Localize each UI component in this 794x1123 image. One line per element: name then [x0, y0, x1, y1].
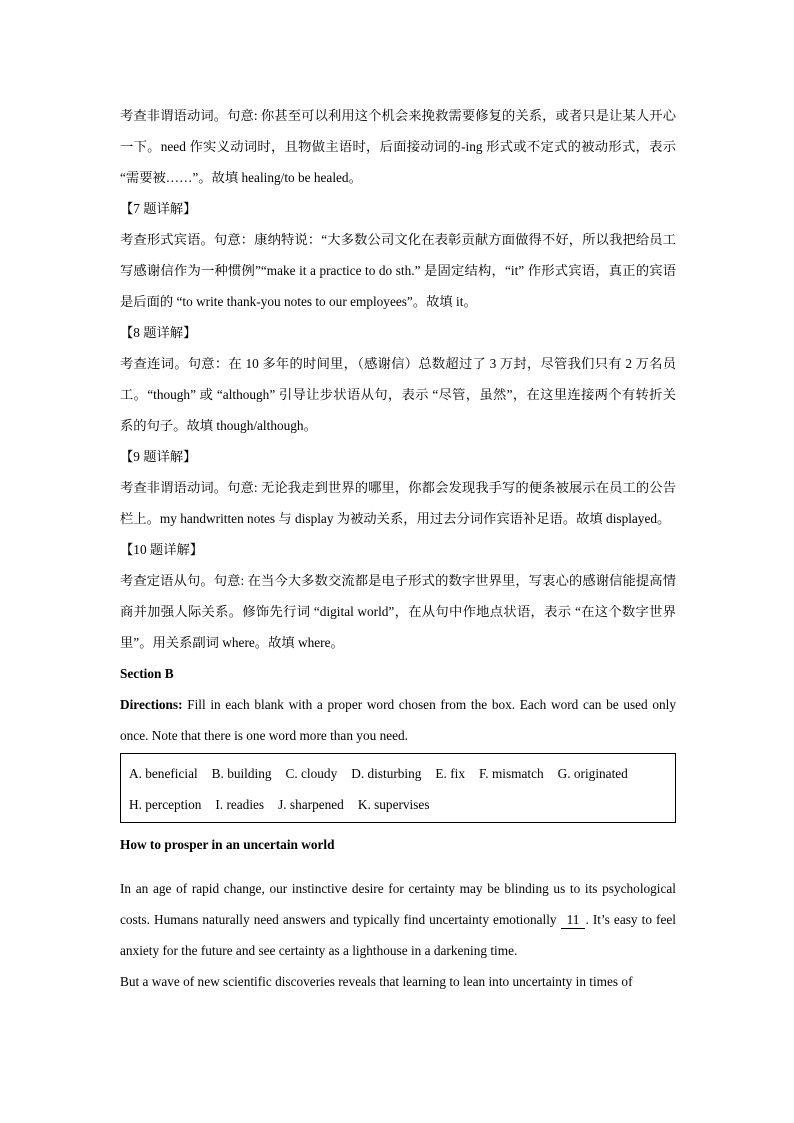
q7-header: 【7 题详解】 — [120, 201, 197, 216]
passage-p1-after: . It’s easy to feel anxiety for the future and see certainty as a lighthouse in a darkening time. — [120, 912, 676, 959]
word-option: K. supervises — [357, 797, 430, 812]
directions-label: Directions: — [120, 697, 183, 712]
word-box-row-2 — [129, 789, 667, 820]
q10-header: 【10 题详解】 — [120, 542, 204, 557]
word-option: B. building — [211, 766, 272, 781]
word-option: I. readies — [215, 797, 265, 812]
q7-text: 考查形式宾语。句意：康纳特说：“大多数公司文化在表彰贡献方面做得不好，所以我把给员工写感谢信作为一种惯例”“make it a practice to do sth.” 是固定结构，“it” 作形式宾语，真正的宾语是后面的 “to write thank-you notes to our employees”。故填 it。 — [120, 232, 676, 309]
word-option: E. fix — [435, 766, 465, 781]
passage-title: How to prosper in an uncertain world — [120, 837, 335, 852]
word-option: J. sharpened — [278, 797, 344, 812]
section-title: Section B — [120, 666, 174, 681]
document-page — [120, 100, 676, 997]
directions-text: Fill in each blank with a proper word chosen from the box. Each word can be used only once. Note that there is one word more than you need. — [120, 697, 676, 743]
word-option: H. perception — [129, 797, 202, 812]
q8-text: 考查连词。句意：在 10 多年的时间里，（感谢信）总数超过了 3 万封，尽管我们只有 2 万名员工。“though” 或 “although” 引导让步状语从句，表示 “尽管，虽然”，在这里连接两个有转折关系的句子。故填 though/although。 — [120, 356, 676, 433]
word-option: G. originated — [557, 766, 628, 781]
q9-text: 考查非谓语动词。句意: 无论我走到世界的哪里，你都会发现我手写的便条被展示在员工的公告栏上。my handwritten notes 与 display 为被动关系，用过去分词作宾语补足语。故填 displayed。 — [120, 480, 676, 526]
passage-p1-before: In an age of rapid change, our instinctive desire for certainty may be blinding us to its psychological costs. Humans naturally need answers and typically find uncertainty emotionally — [120, 881, 676, 928]
word-option: C. cloudy — [285, 766, 338, 781]
word-box-row-1 — [129, 758, 667, 789]
q10-text: 考查定语从句。句意: 在当今大多数交流都是电子形式的数字世界里，写衷心的感谢信能提高情商并加强人际关系。修饰先行词 “digital world”，在从句中作地点状语，表示 “在这个数字世界里”。用关系副词 where。故填 where。 — [120, 573, 676, 650]
blank-11[interactable]: 11 — [561, 912, 586, 929]
analysis-intro: 考查非谓语动词。句意: 你甚至可以利用这个机会来挽救需要修复的关系，或者只是让某人开心一下。need 作实义动词时，且物做主语时，后面接动词的-ing 形式或不定式的被动形式，表示 “需要被……”。故填 healing/to be healed。 — [120, 108, 676, 185]
word-option: A. beneficial — [129, 766, 198, 781]
passage-paragraph-2: But a wave of new scientific discoveries reveals that learning to lean into uncertainty in times of — [120, 974, 633, 990]
q8-header: 【8 题详解】 — [120, 325, 197, 340]
word-option: D. disturbing — [351, 766, 422, 781]
passage-paragraph-1 — [120, 873, 676, 966]
q9-header: 【9 题详解】 — [120, 449, 197, 464]
word-box — [120, 753, 676, 823]
word-option: F. mismatch — [478, 766, 544, 781]
directions — [120, 689, 676, 751]
